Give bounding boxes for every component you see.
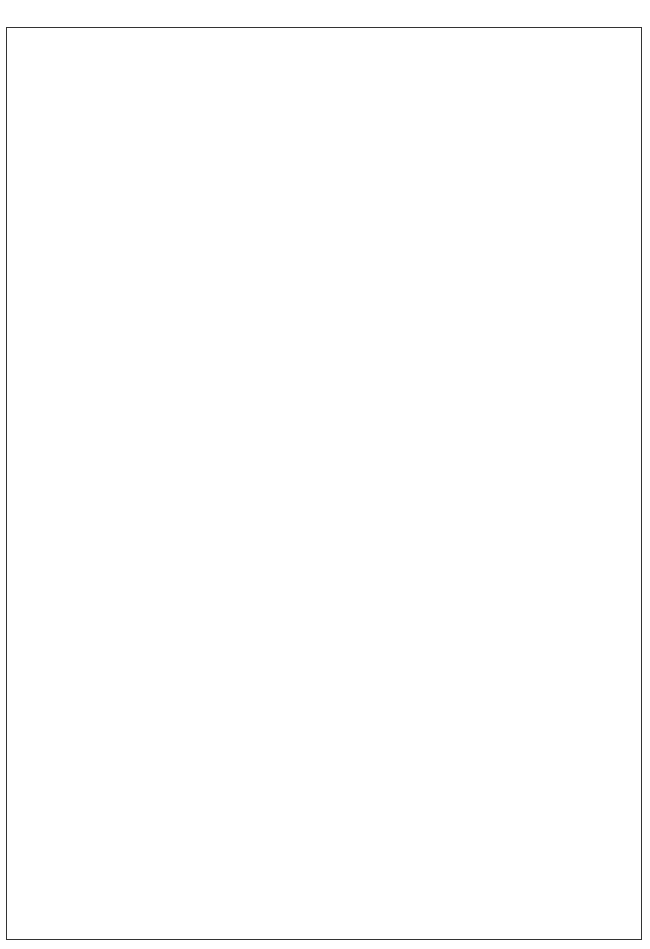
spec-frame [6,27,642,940]
page-title [6,6,642,26]
